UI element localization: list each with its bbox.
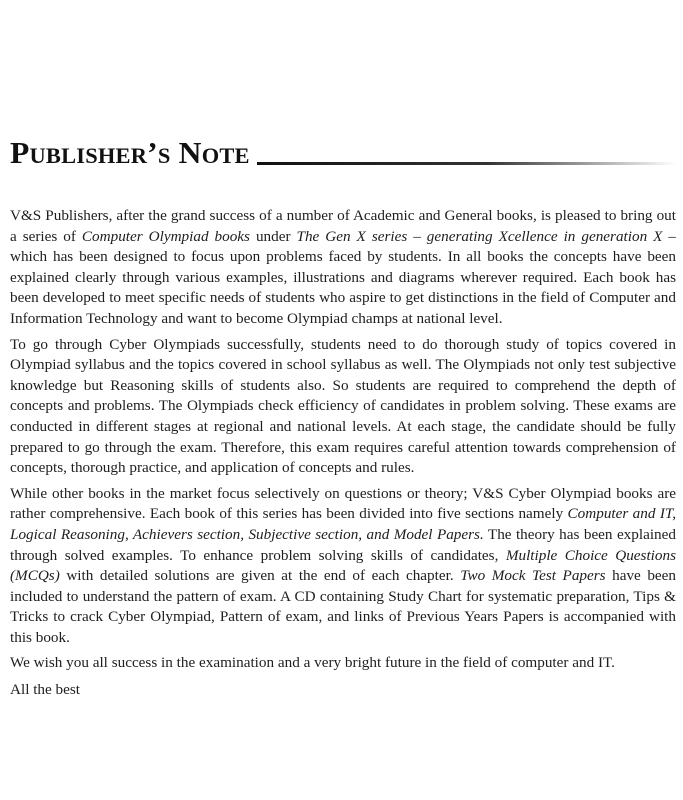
paragraph-books-text-g: have been included to understand the pattern of exam. A CD containing Study Chart for systematic preparation, Tips & Tricks to crack Cyber Olympiad, Pattern of exam, and links of Previous Years Papers is accompanied with this book. (10, 567, 677, 646)
paragraph-intro-text-a: V&S Publishers, after the grand success of a number of Academic and General books, is pleased to bring out a series of (10, 207, 676, 245)
paragraph-olympiads: To go through Cyber Olympiads successfully, students need to do thorough study of topics covered in Olympiad syllabus and the topics covered in school syllabus as well. The Olympiads not only test subjective knowledge but Reasoning skills of students also. So students are required to comprehend the depth of concepts and problems. The Olympiads check efficiency of candidates in problem solving. These exams are conducted in different stages at regional and national levels. At each stage, the candidate should be fully prepared to go through the exam. Therefore, this exam requires careful attention towards comprehension of concepts, thorough practice, and application of concepts and rules. (10, 335, 676, 477)
paragraph-books (10, 484, 676, 649)
paragraph-intro-italic-genx: The Gen X series – generating Xcellence in generation X (296, 227, 663, 245)
title-rule (257, 162, 676, 165)
heading-row (10, 118, 676, 174)
paragraph-books-italic-mock: Two Mock Test Papers (460, 567, 606, 585)
body-text (10, 206, 676, 706)
paragraph-intro-text-c: under (249, 227, 297, 245)
paragraph-books-italic-mcqs: Multiple Choice Questions (MCQs) (10, 546, 676, 585)
paragraph-books-text-c: The theory has been explained through solved examples. To enhance problem solving skills of candidates, (10, 525, 676, 564)
paragraph-closing: All the best (10, 681, 81, 699)
paragraph-books-text-a: While other books in the market focus selectively on questions or theory; V&S Cyber Olympiad books are rather comprehensive. Each book of this series has been divided into five sections namely (10, 484, 676, 523)
paragraph-intro (10, 206, 676, 330)
paragraph-intro-italic-series: Computer Olympiad books (81, 227, 250, 245)
paragraph-wishes: We wish you all success in the examination and a very bright future in the field of computer and IT. (10, 654, 615, 672)
paragraph-books-italic-sections: Computer and IT, Logical Reasoning, Achievers section, Subjective section, and Model Papers. (10, 505, 676, 543)
page-title: Publisher’s Note (10, 135, 250, 170)
paragraph-books-text-e: with detailed solutions are given at the end of each chapter. (59, 567, 461, 585)
paragraph-intro-text-e: – which has been designed to focus upon problems faced by students. In all books the concepts have been explained clearly through various examples, illustrations and diagrams wherever required. Each book has been developed to meet specific needs of students who aspire to get distinctions in the field of Computer and Information Technology and want to become Olympiad champs at national level. (10, 227, 676, 327)
